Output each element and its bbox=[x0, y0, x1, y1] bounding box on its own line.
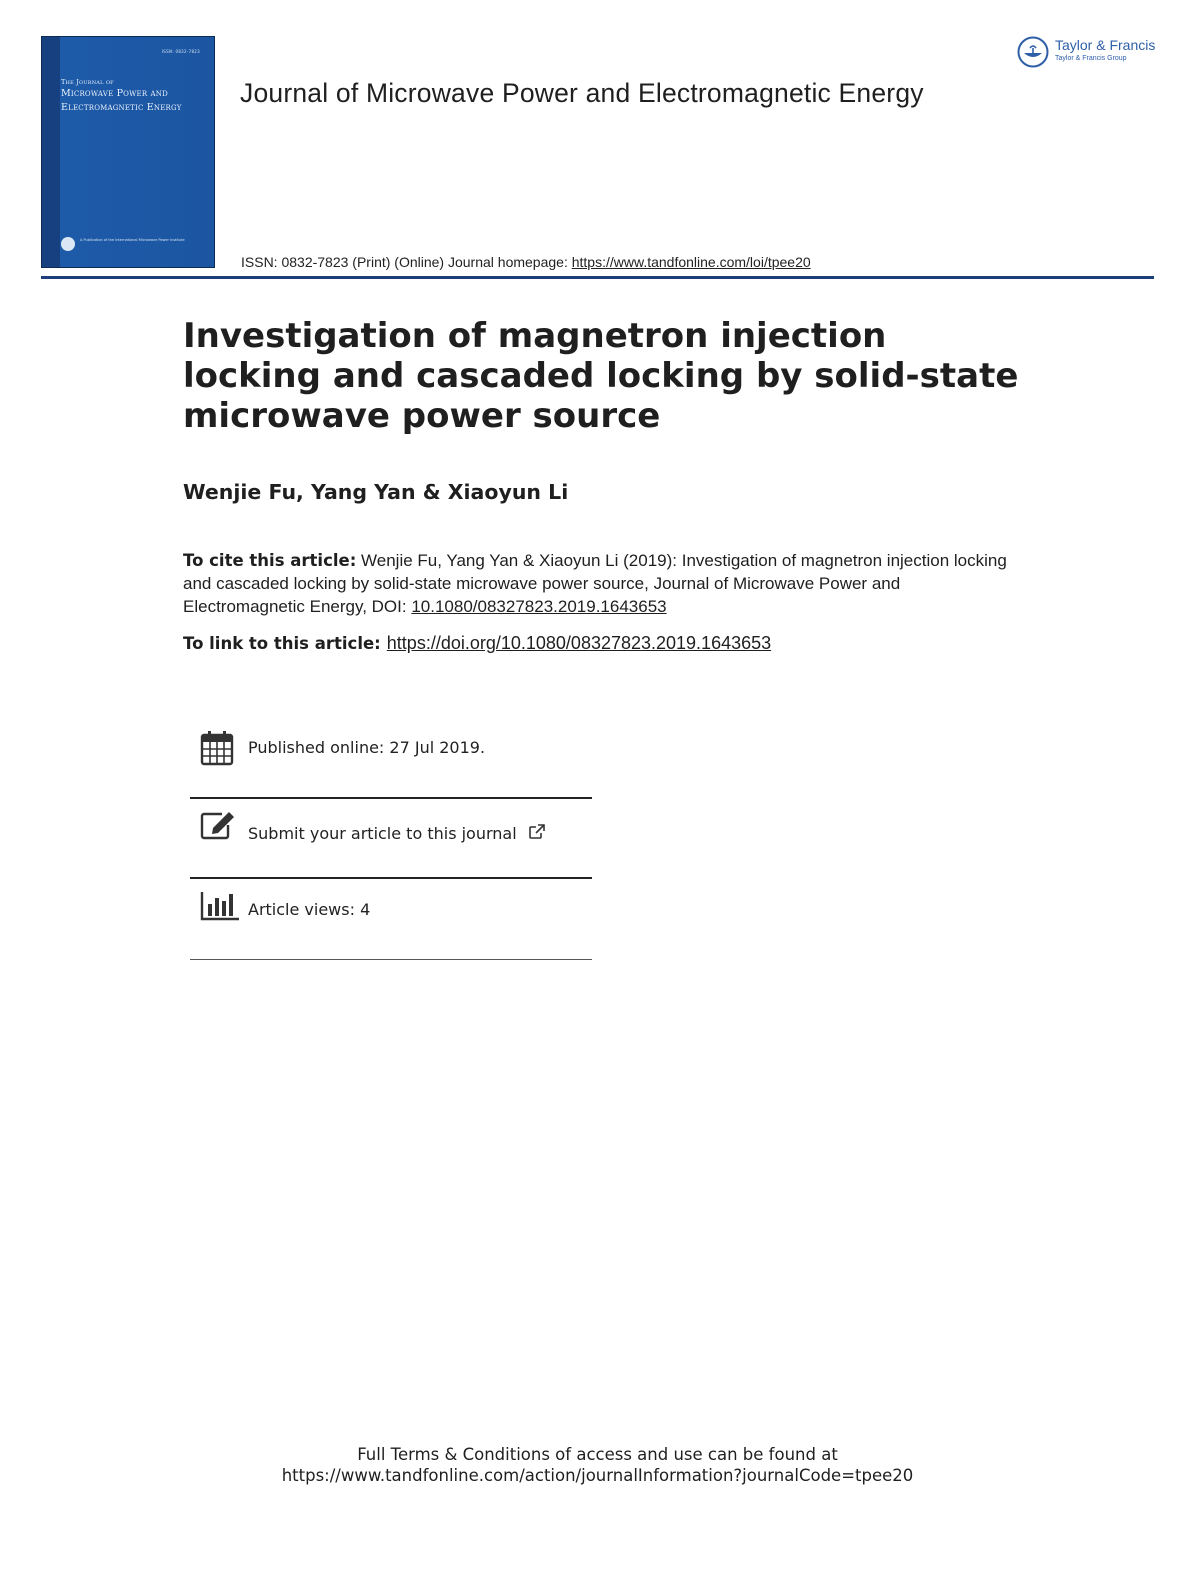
cite-doi-link[interactable]: 10.1080/08327823.2019.1643653 bbox=[411, 597, 667, 616]
cover-title-line1: The Journal of bbox=[61, 78, 114, 86]
article-views: Article views: 4 bbox=[248, 900, 371, 919]
footer-terms-link[interactable]: https://www.tandfonline.com/action/journalInformation?journalCode=tpee20 bbox=[281, 1466, 914, 1485]
submit-label: Submit your article to this journal bbox=[248, 824, 517, 843]
submit-row[interactable] bbox=[190, 800, 592, 880]
publisher-name: Taylor & Francis bbox=[1055, 37, 1156, 53]
external-link-icon bbox=[528, 824, 546, 840]
calendar-icon bbox=[200, 730, 234, 766]
cite-text: Wenjie Fu, Yang Yan & Xiaoyun Li (2019): Investigation of magnetron injection locking and cascaded locking by solid-state microwave power source, Journal of Microwave Power and Electromagnetic Energy, DOI: bbox=[183, 551, 1007, 616]
info-divider-1 bbox=[190, 797, 592, 799]
journal-title: Journal of Microwave Power and Electromagnetic Energy bbox=[240, 78, 924, 108]
cover-issn: ISSN: 0832-7823 bbox=[161, 49, 200, 54]
footer-terms bbox=[0, 1444, 1195, 1486]
views-row bbox=[190, 880, 592, 960]
article-title: Investigation of magnetron injection locking and cascaded locking by solid-state microwave power source bbox=[183, 316, 1019, 436]
cover-title-line2: Microwave Power and bbox=[61, 88, 168, 99]
article-link-line bbox=[183, 633, 771, 654]
cover-title bbox=[61, 77, 211, 115]
issn-text: ISSN: 0832-7823 (Print) (Online) Journal homepage: bbox=[241, 254, 572, 270]
publisher-group: Taylor & Francis Group bbox=[1055, 55, 1127, 62]
info-divider-2 bbox=[190, 877, 592, 879]
edit-icon bbox=[200, 810, 236, 840]
journal-cover-image bbox=[41, 36, 215, 268]
info-divider-3 bbox=[190, 959, 592, 960]
article-authors: Wenjie Fu, Yang Yan & Xiaoyun Li bbox=[183, 480, 569, 504]
taylor-francis-logo[interactable] bbox=[1017, 36, 1162, 68]
journal-homepage-link[interactable]: https://www.tandfonline.com/loi/tpee20 bbox=[571, 254, 811, 270]
link-label: To link to this article: bbox=[183, 634, 381, 653]
header-divider bbox=[41, 276, 1154, 279]
published-row bbox=[190, 718, 592, 798]
taylor-francis-emblem-icon bbox=[1017, 36, 1051, 68]
issn-line bbox=[241, 254, 811, 270]
cite-label: To cite this article: bbox=[183, 551, 357, 570]
article-doi-link[interactable]: https://doi.org/10.1080/08327823.2019.1643653 bbox=[386, 633, 772, 653]
cover-seal-icon bbox=[61, 237, 75, 251]
bar-chart-icon bbox=[200, 890, 240, 922]
cover-publisher-text: A Publication of the International Microwave Power Institute bbox=[80, 238, 185, 242]
footer-line1: Full Terms & Conditions of access and use can be found at bbox=[357, 1445, 838, 1464]
published-date: Published online: 27 Jul 2019. bbox=[248, 738, 486, 757]
submit-article-link[interactable] bbox=[248, 824, 546, 843]
cover-title-line3: Electromagnetic Energy bbox=[61, 102, 182, 113]
citation-block bbox=[183, 549, 1023, 618]
